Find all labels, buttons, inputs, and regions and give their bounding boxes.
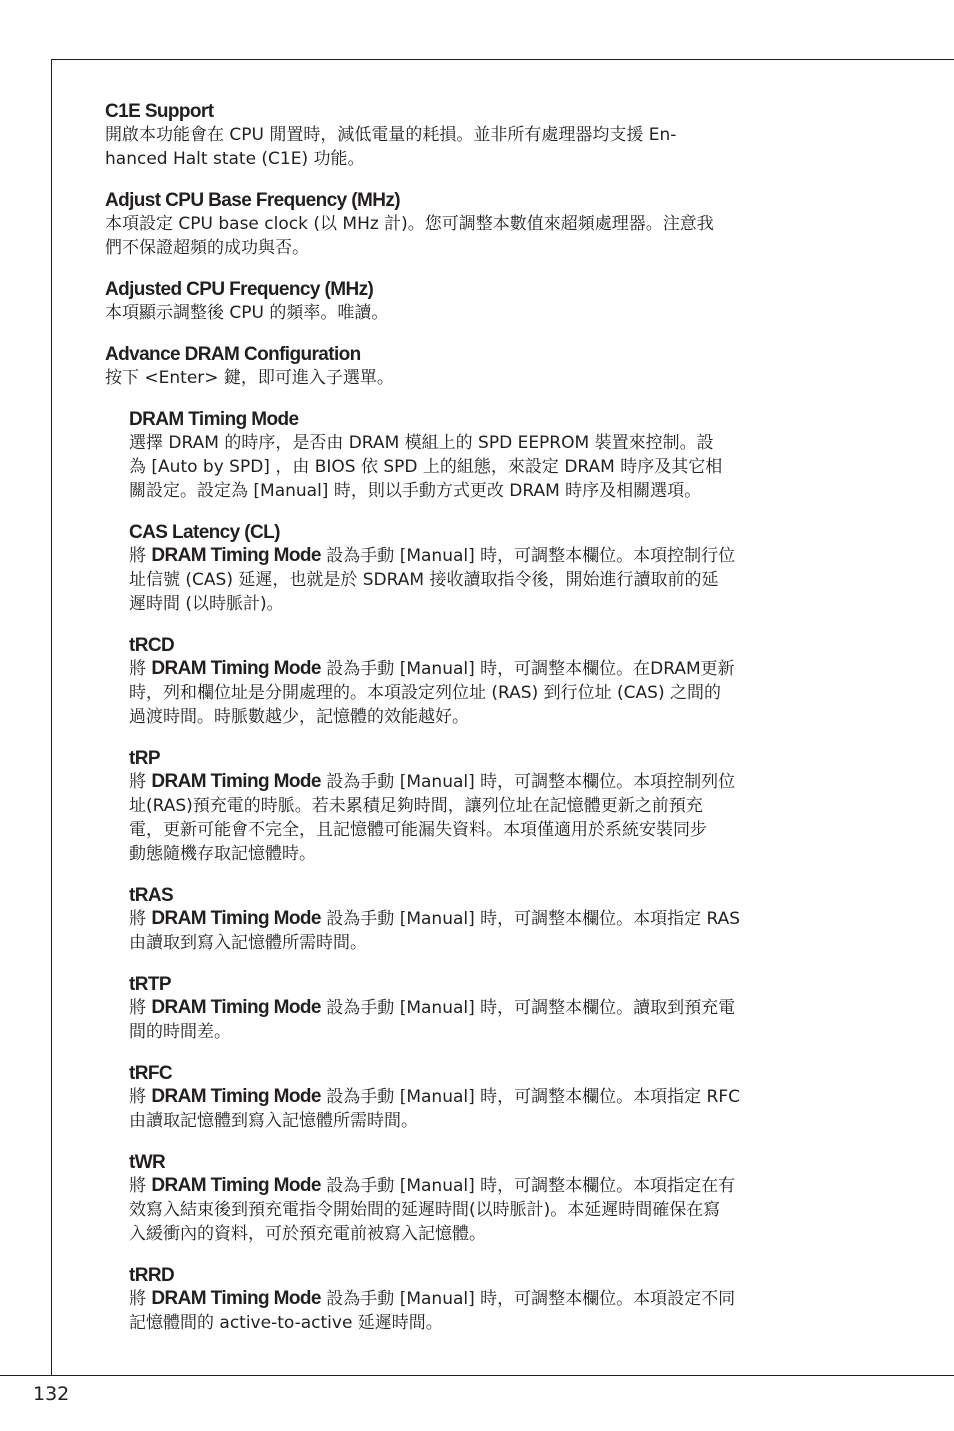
- body-text: 設為手動 [Manual] 時，可調整本欄位。本項指定 RAS: [320, 909, 741, 929]
- section-advance-dram-configuration: [105, 343, 840, 390]
- option-reference: DRAM Timing Mode: [151, 1175, 321, 1196]
- body-text: 將: [129, 998, 152, 1018]
- body-text: 時，列和欄位址是分開處理的。本項設定列位址 (RAS) 到行位址 (CAS) 之間的: [129, 683, 721, 703]
- body-text: 設為手動 [Manual] 時，可調整本欄位。本項設定不同: [320, 1289, 736, 1309]
- section-heading: C1E Support: [105, 101, 214, 122]
- body-line: 按下 <Enter> 鍵，即可進入子選單。: [105, 368, 394, 388]
- body-line: [129, 592, 840, 616]
- section-heading: tRCD: [129, 635, 175, 656]
- body-text: 將: [129, 546, 152, 566]
- section-body: [129, 1287, 840, 1335]
- body-text: 過渡時間。時脈數越少，記憶體的效能越好。: [129, 707, 469, 727]
- section-trcd: [129, 634, 840, 729]
- body-line: [129, 842, 840, 866]
- body-text: 址信號 (CAS) 延遲，也就是於 SDRAM 接收讀取指令後，開始進行讀取前的延: [129, 570, 719, 590]
- body-line: [129, 705, 840, 729]
- option-reference: DRAM Timing Mode: [151, 1288, 321, 1309]
- section-heading: DRAM Timing Mode: [129, 409, 299, 430]
- section-body: [105, 366, 840, 390]
- body-text: 址(RAS)預充電的時脈。若未累積足夠時間，讓列位址在記憶體更新之前預充: [129, 796, 703, 816]
- body-line: [129, 568, 840, 592]
- section-body: [129, 657, 840, 729]
- body-line: 本項設定 CPU base clock (以 MHz 計)。您可調整本數值來超頻處理器。注意我: [105, 214, 714, 234]
- section-heading: tWR: [129, 1152, 166, 1173]
- body-text: 設為手動 [Manual] 時，可調整本欄位。本項控制列位: [320, 772, 736, 792]
- section-body: [129, 996, 840, 1044]
- body-text: 將: [129, 1289, 152, 1309]
- option-reference: DRAM Timing Mode: [151, 658, 321, 679]
- body-line: [129, 681, 840, 705]
- body-text: 為 [Auto by SPD] ，由 BIOS 依 SPD 上的組態，來設定 DRAM 時序及其它相: [129, 457, 723, 477]
- body-line: 們不保證超頻的成功與否。: [105, 238, 309, 258]
- body-line: 開啟本功能會在 CPU 閒置時，減低電量的耗損。並非所有處理器均支援 En-: [105, 125, 677, 145]
- body-text: 將: [129, 772, 152, 792]
- body-text: 由讀取到寫入記憶體所需時間。: [129, 933, 367, 953]
- body-line: [129, 455, 840, 479]
- section-trfc: [129, 1062, 840, 1133]
- section-tras: [129, 884, 840, 955]
- body-line: [129, 544, 840, 568]
- body-text: 將: [129, 909, 152, 929]
- section-body: [129, 431, 840, 503]
- body-text: 動態隨機存取記憶體時。: [129, 844, 316, 864]
- section-body: [129, 1174, 840, 1246]
- body-line: [129, 657, 840, 681]
- body-text: 將: [129, 1087, 152, 1107]
- body-text: 選擇 DRAM 的時序，是否由 DRAM 模組上的 SPD EEPROM 裝置來控制。設: [129, 433, 714, 453]
- section-body: [105, 123, 840, 171]
- section-body: [105, 212, 840, 260]
- section-cas-latency: [129, 521, 840, 616]
- body-text: 記憶體間的 active-to-active 延遲時間。: [129, 1313, 443, 1333]
- body-text: 入緩衝內的資料，可於預充電前被寫入記憶體。: [129, 1224, 486, 1244]
- section-trrd: [129, 1264, 840, 1335]
- section-heading: tRAS: [129, 885, 174, 906]
- section-trtp: [129, 973, 840, 1044]
- body-line: [129, 996, 840, 1020]
- body-text: 間的時間差。: [129, 1022, 231, 1042]
- option-reference: DRAM Timing Mode: [151, 1086, 321, 1107]
- body-text: 由讀取記憶體到寫入記憶體所需時間。: [129, 1111, 418, 1131]
- section-heading: tRP: [129, 748, 160, 769]
- page-frame-left-rule: [51, 59, 52, 1375]
- body-line: [129, 1287, 840, 1311]
- section-heading: CAS Latency (CL): [129, 522, 280, 543]
- page-frame-bottom-rule: [0, 1375, 954, 1376]
- page-number: 132: [33, 1383, 70, 1405]
- body-line: [129, 1198, 840, 1222]
- section-body: [129, 770, 840, 866]
- page-frame-top-rule: [51, 59, 954, 60]
- body-line: [129, 907, 840, 931]
- body-text: 遲時間 (以時脈計)。: [129, 594, 284, 614]
- option-reference: DRAM Timing Mode: [151, 997, 321, 1018]
- body-line: [129, 479, 840, 503]
- option-reference: DRAM Timing Mode: [151, 545, 321, 566]
- body-line: [129, 770, 840, 794]
- body-text: 將: [129, 1176, 152, 1196]
- body-line: 本項顯示調整後 CPU 的頻率。唯讀。: [105, 303, 389, 323]
- body-line: [129, 1174, 840, 1198]
- body-line: [129, 1085, 840, 1109]
- body-text: 設為手動 [Manual] 時，可調整本欄位。讀取到預充電: [320, 998, 736, 1018]
- body-line: [129, 931, 840, 955]
- document-body: [105, 100, 840, 1353]
- section-body: [105, 301, 840, 325]
- body-line: [129, 1109, 840, 1133]
- section-body: [129, 907, 840, 955]
- body-line: [129, 794, 840, 818]
- option-reference: DRAM Timing Mode: [151, 908, 321, 929]
- body-text: 效寫入結束後到預充電指令開始間的延遲時間(以時脈計)。本延遲時間確保在寫: [129, 1200, 721, 1220]
- section-heading: tRRD: [129, 1265, 175, 1286]
- body-line: [129, 1222, 840, 1246]
- section-adjusted-cpu-frequency: [105, 278, 840, 325]
- body-text: 設為手動 [Manual] 時，可調整本欄位。在DRAM更新: [320, 659, 735, 679]
- body-text: 設為手動 [Manual] 時，可調整本欄位。本項控制行位: [320, 546, 736, 566]
- section-heading: tRTP: [129, 974, 171, 995]
- body-text: 設為手動 [Manual] 時，可調整本欄位。本項指定 RFC: [320, 1087, 741, 1107]
- section-c1e-support: [105, 100, 840, 171]
- body-text: 將: [129, 659, 152, 679]
- body-line: [129, 818, 840, 842]
- option-reference: DRAM Timing Mode: [151, 771, 321, 792]
- section-body: [129, 544, 840, 616]
- body-text: 關設定。設定為 [Manual] 時，則以手動方式更改 DRAM 時序及相關選項。: [129, 481, 702, 501]
- section-adjust-cpu-base-frequency: [105, 189, 840, 260]
- body-text: 設為手動 [Manual] 時，可調整本欄位。本項指定在有: [320, 1176, 736, 1196]
- section-dram-timing-mode: [129, 408, 840, 503]
- section-body: [129, 1085, 840, 1133]
- section-trp: [129, 747, 840, 866]
- body-text: 電，更新可能會不完全，且記憶體可能漏失資料。本項僅適用於系統安裝同步: [129, 820, 707, 840]
- section-twr: [129, 1151, 840, 1246]
- section-heading: tRFC: [129, 1063, 172, 1084]
- section-heading: Adjust CPU Base Frequency (MHz): [105, 190, 400, 211]
- section-heading: Advance DRAM Configuration: [105, 344, 361, 365]
- body-line: [129, 1311, 840, 1335]
- body-line: [129, 1020, 840, 1044]
- body-line: [129, 431, 840, 455]
- section-heading: Adjusted CPU Frequency (MHz): [105, 279, 374, 300]
- body-line: hanced Halt state (C1E) 功能。: [105, 149, 365, 169]
